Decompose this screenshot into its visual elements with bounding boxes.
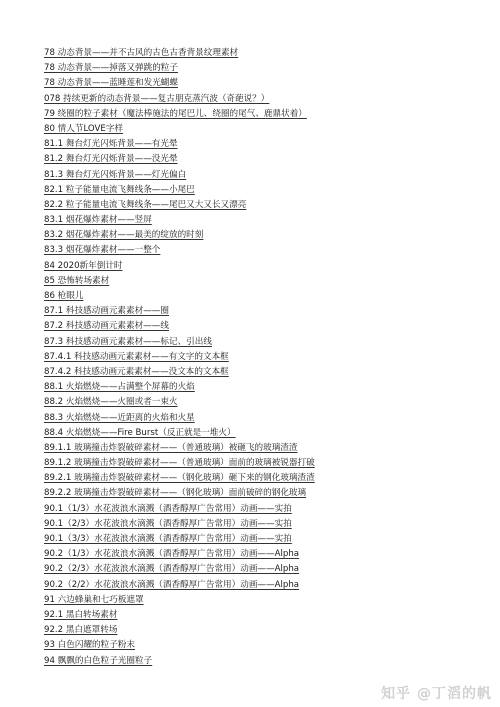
list-item-link[interactable]: 91 六边蜂巢和七巧板遮罩 [44, 594, 144, 605]
list-item-link[interactable]: 80 情人节LOVE字样 [44, 123, 124, 134]
list-item-link[interactable]: 90.1（1/3）水花波浪水滴溅（酒香醇厚广告常用）动画——实拍 [44, 503, 292, 514]
list-item-link[interactable]: 88.4 火焰燃烧——Fire Burst（反正就是一堆火） [44, 427, 236, 438]
list-item-link[interactable]: 87.1 科技感动画元素素材——圈 [44, 306, 169, 317]
list-item-link[interactable]: 83.3 烟花爆炸素材——一整个 [44, 245, 161, 256]
list-item-link[interactable]: 85 恐怖转场素材 [44, 275, 110, 286]
list-item-link[interactable]: 89.2.1 玻璃撞击炸裂破碎素材——（钢化玻璃）砸下来的钢化玻璃渣渣 [44, 473, 315, 484]
list-item-link[interactable]: 94 飘飘的白色粒子光圈粒子 [44, 655, 153, 666]
list-item-link[interactable]: 79 绕圈的粒子素材（魔法棒施法的尾巴儿、绕圈的尾气、鹿鼎状着） [44, 108, 307, 119]
list-item-link[interactable]: 92.2 黑白遮罩转场 [44, 625, 118, 636]
list-item-link[interactable]: 93 白色闪耀的粒子粉末 [44, 640, 136, 651]
list-item-link[interactable]: 87.4.1 科技感动画元素素材——有文字的文本框 [44, 351, 229, 362]
list-item-link[interactable]: 83.1 烟花爆炸素材——竖屏 [44, 215, 152, 226]
list-item-link[interactable]: 90.1（3/3）水花波浪水滴溅（酒香醇厚广告常用）动画——实拍 [44, 534, 292, 544]
list-item-link[interactable]: 78 动态背景——蓝睡莲和发光蝴蝶 [44, 78, 178, 89]
list-item-link[interactable]: 89.2.2 玻璃撞击炸裂破碎素材——（钢化玻璃）面前破碎的钢化玻璃 [44, 488, 307, 499]
list-item-link[interactable]: 81.2 舞台灯光闪烁背景——没光晕 [44, 154, 178, 165]
list-item-link[interactable]: 078 持续更新的动态背景——复古朋克蒸汽波（奇葩说？） [44, 93, 270, 104]
list-item-link[interactable]: 82.1 粒子能量电流飞舞线条——小尾巴 [44, 184, 195, 195]
list-item-link[interactable]: 83.2 烟花爆炸素材——最美的绽放的时刻 [44, 230, 204, 241]
list-item-link[interactable]: 87.2 科技感动画元素素材——线 [44, 321, 169, 332]
list-item-link[interactable]: 87.4.2 科技感动画元素素材——没文本的文本框 [44, 366, 229, 377]
list-item-link[interactable]: 88.1 火焰燃烧——占满整个屏幕的火焰 [44, 382, 195, 393]
list-item-link[interactable]: 90.2（2/3）水花波浪水滴溅（酒香醇厚广告常用）动画——Alpha [44, 564, 300, 575]
list-item-link[interactable]: 89.1.2 玻璃撞击炸裂破碎素材——（普通玻璃）面前的玻璃被锐器打破 [44, 458, 315, 469]
list-item-link[interactable]: 78 动态背景——掉落又弹跳的粒子 [44, 63, 178, 74]
material-index-list [44, 46, 484, 669]
list-item-link[interactable]: 92.1 黑白转场素材 [44, 609, 118, 620]
list-item-link[interactable]: 90.2（2/2）水花波浪水滴溅（酒香醇厚广告常用）动画——Alpha [44, 579, 300, 590]
list-item-link[interactable]: 84 2020新年倒计时 [44, 260, 123, 271]
list-item-link[interactable]: 87.3 科技感动画元素素材——标记、引出线 [44, 336, 212, 347]
list-item-link[interactable]: 88.3 火焰燃烧——近距离的火焰和火星 [44, 412, 195, 423]
list-item-link[interactable]: 81.3 舞台灯光闪烁背景——灯光偏白 [44, 169, 187, 180]
list-item-link[interactable]: 89.1.1 玻璃撞击炸裂破碎素材——（普通玻璃）被砸飞的玻璃渣渣 [44, 442, 298, 453]
list-item-link[interactable]: 86 枪眼儿 [44, 291, 84, 301]
list-item-link[interactable]: 88.2 火焰燃烧——火圈或者一束火 [44, 397, 178, 408]
list-item-link[interactable]: 81.1 舞台灯光闪烁背景——有光晕 [44, 139, 178, 150]
list-item-link[interactable]: 90.1（2/3）水花波浪水滴溅（酒香醇厚广告常用）动画——实拍 [44, 518, 292, 529]
list-item-link[interactable]: 82.2 粒子能量电流飞舞线条——尾巴又大又长又漂亮 [44, 199, 247, 210]
list-item-link[interactable]: 78 动态背景——并不古风的古色古香背景纹理素材 [44, 48, 239, 58]
watermark: 知乎 @丁滔的帆 [381, 686, 492, 702]
list-item-link[interactable]: 90.2（1/3）水花波浪水滴溅（酒香醇厚广告常用）动画——Alpha [44, 549, 300, 560]
